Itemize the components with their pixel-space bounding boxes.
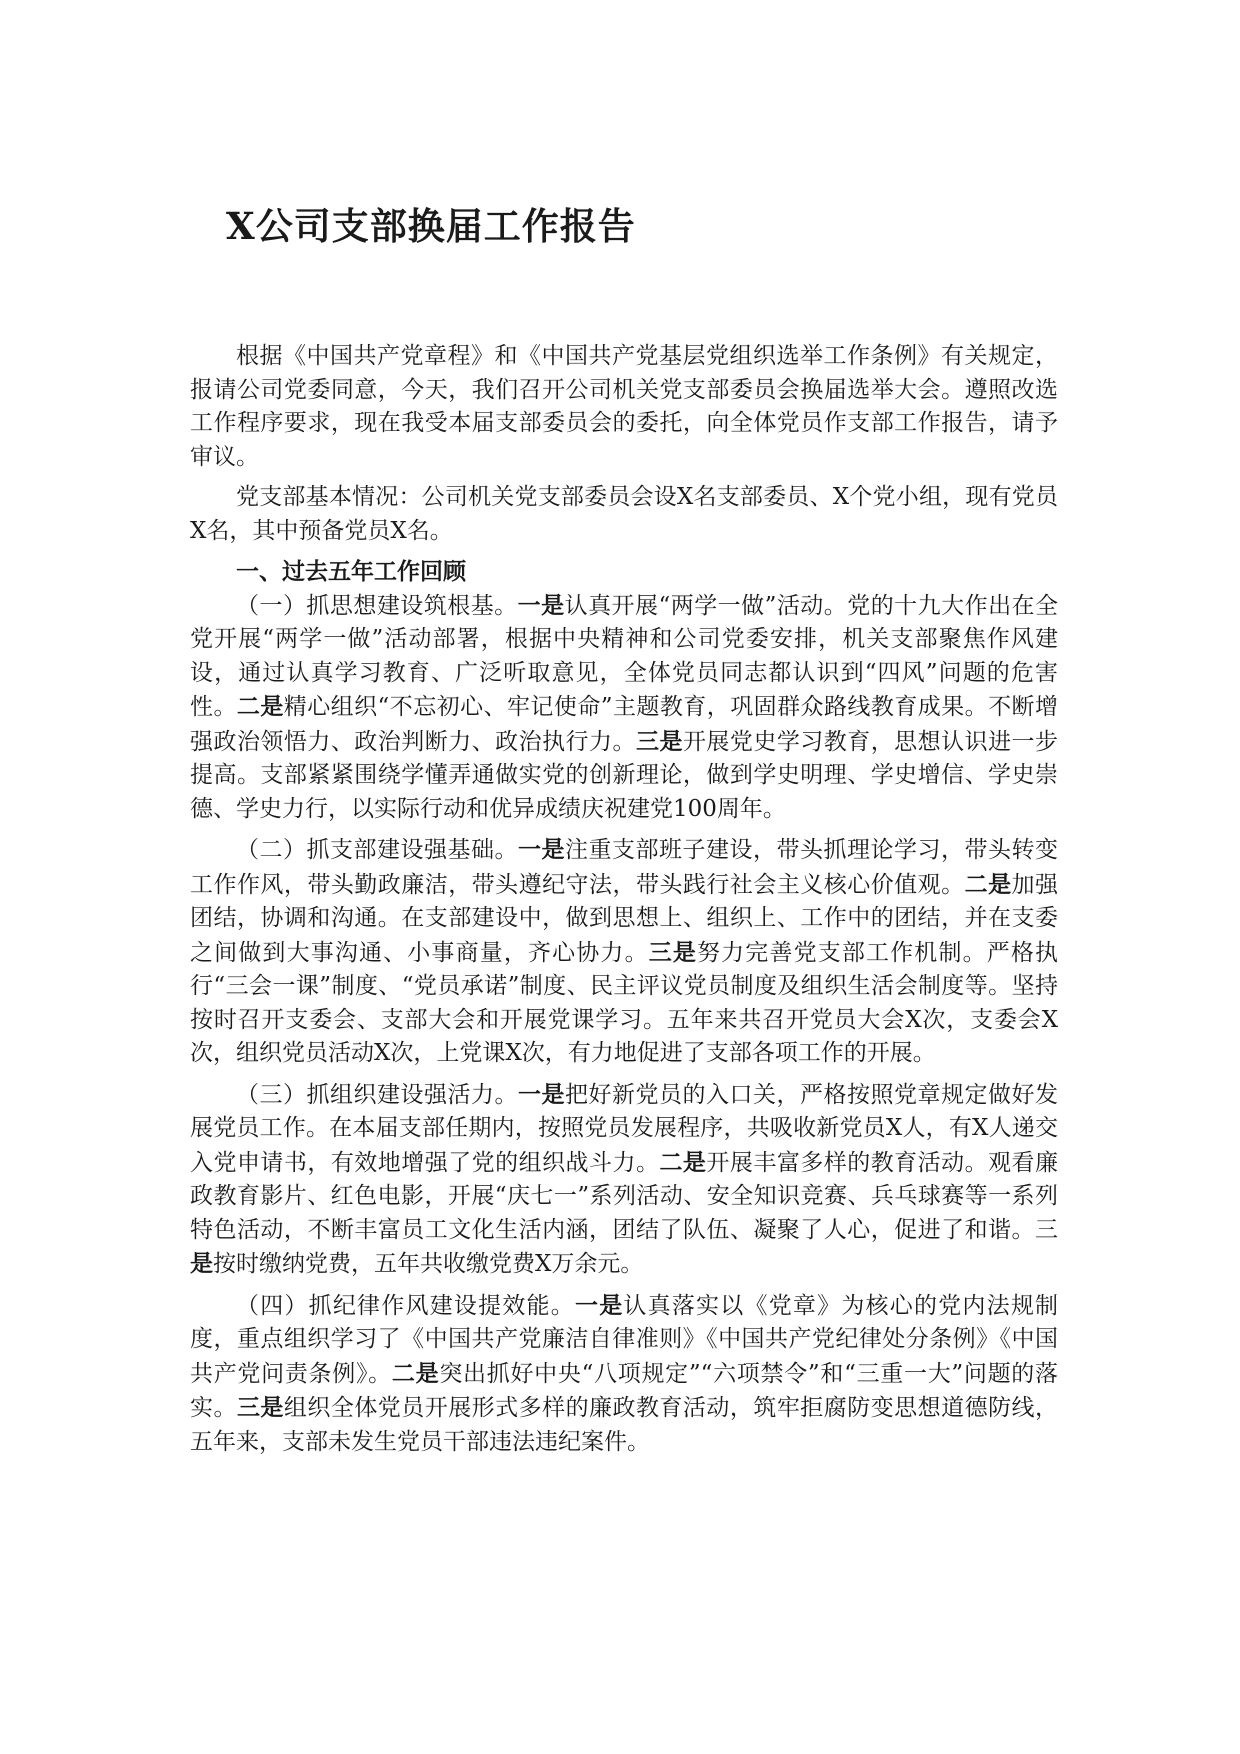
item-text: 加强团结，协调和沟通。在支部建设中，做到思想上、组织上、工作中的团结，并在支委之间做到大事沟通、小事商量，齐心协力。 — [190, 871, 1059, 966]
item-text: 突出抓好中央“八项规定”“六项禁令”和“三重一大”问题的落实。 — [190, 1360, 1059, 1421]
item-keyword: 二是 — [659, 1148, 707, 1176]
item-paragraph-4 — [190, 1289, 1058, 1460]
item-keyword: 一是 — [518, 1080, 565, 1108]
item-text: 开展党史学习教育，思想认识进一步提高。支部紧紧围绕学懂弄通做实党的创新理论，做到学史明理、学史增信、学史崇德、学史力行，以实际行动和优异成绩庆祝建党100周年。 — [190, 728, 1059, 822]
item-keyword: 三是 — [635, 727, 683, 755]
item-paragraph-3 — [190, 1078, 1058, 1282]
item-keyword: 二是 — [391, 1359, 440, 1387]
item-keyword: 一是 — [574, 1291, 624, 1319]
item-keyword: 一是 — [517, 591, 565, 619]
item-text: 按时缴纳党费，五年共收缴党费X万余元。 — [213, 1251, 644, 1277]
item-text: 把好新党员的入口关，严格按照党章规定做好发展党员工作。在本届支部任期内，按照党员发展程序，共吸收新党员X人，有X人递交入党申请书，有效地增强了党的组织战斗力。 — [190, 1081, 1058, 1176]
item-text: 开展丰富多样的教育活动。观看廉政教育影片、红色电影，开展“庆七一”系列活动、安全知识竞赛、兵乓球赛等一系列特色活动，不断丰富员工文化生活内涵，团结了队伍、凝聚了人心，促进了和谐。三 — [190, 1149, 1059, 1243]
document-body — [190, 340, 1058, 1466]
item-text: 努力完善党支部工作机制。严格执行“三会一课”制度、“党员承诺”制度、民主评议党员制度及组织生活会制度等。坚持按时召开支委会、支部大会和开展党课学习。五年来共召开党员大会X次，支委会X次，组织党员活动X次，上党课X次，有力地促进了支部各项工作的开展。 — [190, 939, 1059, 1066]
item-text: 认真开展“两学一做”活动。党的十九大作出在全党开展“两学一做”活动部署，根据中央精神和公司党委安排，机关支部聚焦作风建设，通过认真学习教育、广泛听取意见，全体党员同志都认识到“四风”问题的危害性。 — [190, 592, 1059, 720]
item-keyword: 二是 — [964, 870, 1012, 898]
item-keyword: 一是 — [518, 836, 565, 863]
item-text: 注重支部班子建设，带头抓理论学习，带头转变工作作风，带头勤政廉洁，带头遵纪守法，带头践行社会主义核心价值观。 — [190, 837, 1058, 898]
item-lead: （二）抓支部建设强基础。 — [236, 837, 518, 863]
section-heading: 一、过去五年工作回顾 — [236, 558, 466, 585]
basic-info-paragraph: 党支部基本情况：公司机关党支部委员会设X名支部委员、X个党小组，现有党员X名，其中预备党员X名。 — [190, 484, 1058, 544]
item-lead: （一）抓思想建设筑根基。 — [236, 592, 518, 619]
item-text: 组织全体党员开展形式多样的廉政教育活动，筑牢拒腐防变思想道德防线，五年来，支部未发生党员干部违法违纪案件。 — [190, 1395, 1059, 1455]
item-keyword: 二是 — [236, 693, 284, 720]
item-text: 精心组织“不忘初心、牢记使命”主题教育，巩固群众路线教育成果。不断增强政治领悟力、政治判断力、政治执行力。 — [190, 694, 1058, 755]
item-keyword: 是 — [190, 1250, 213, 1277]
item-lead: （四）抓纪律作风建设提效能。 — [236, 1292, 575, 1319]
intro-paragraph: 根据《中国共产党章程》和《中国共产党基层党组织选举工作条例》有关规定，报请公司党委同意，今天，我们召开公司机关党支部委员会换届选举大会。遵照改选工作程序要求，现在我受本届支部委员会的委托，向全体党员作支部工作报告，请予审议。 — [190, 343, 1058, 470]
item-paragraph-2 — [190, 833, 1058, 1071]
item-keyword: 三是 — [236, 1394, 284, 1421]
item-paragraph-1 — [190, 589, 1058, 827]
item-lead: （三）抓组织建设强活力。 — [236, 1081, 518, 1108]
document-title: X公司支部换届工作报告 — [226, 204, 636, 248]
item-keyword: 三是 — [648, 938, 698, 966]
item-text: 认真落实以《党章》为核心的党内法规制度，重点组织学习了《中国共产党廉洁自律准则》《中国共产党纪律处分条例》《中国共产党问责条例》。 — [190, 1292, 1059, 1387]
